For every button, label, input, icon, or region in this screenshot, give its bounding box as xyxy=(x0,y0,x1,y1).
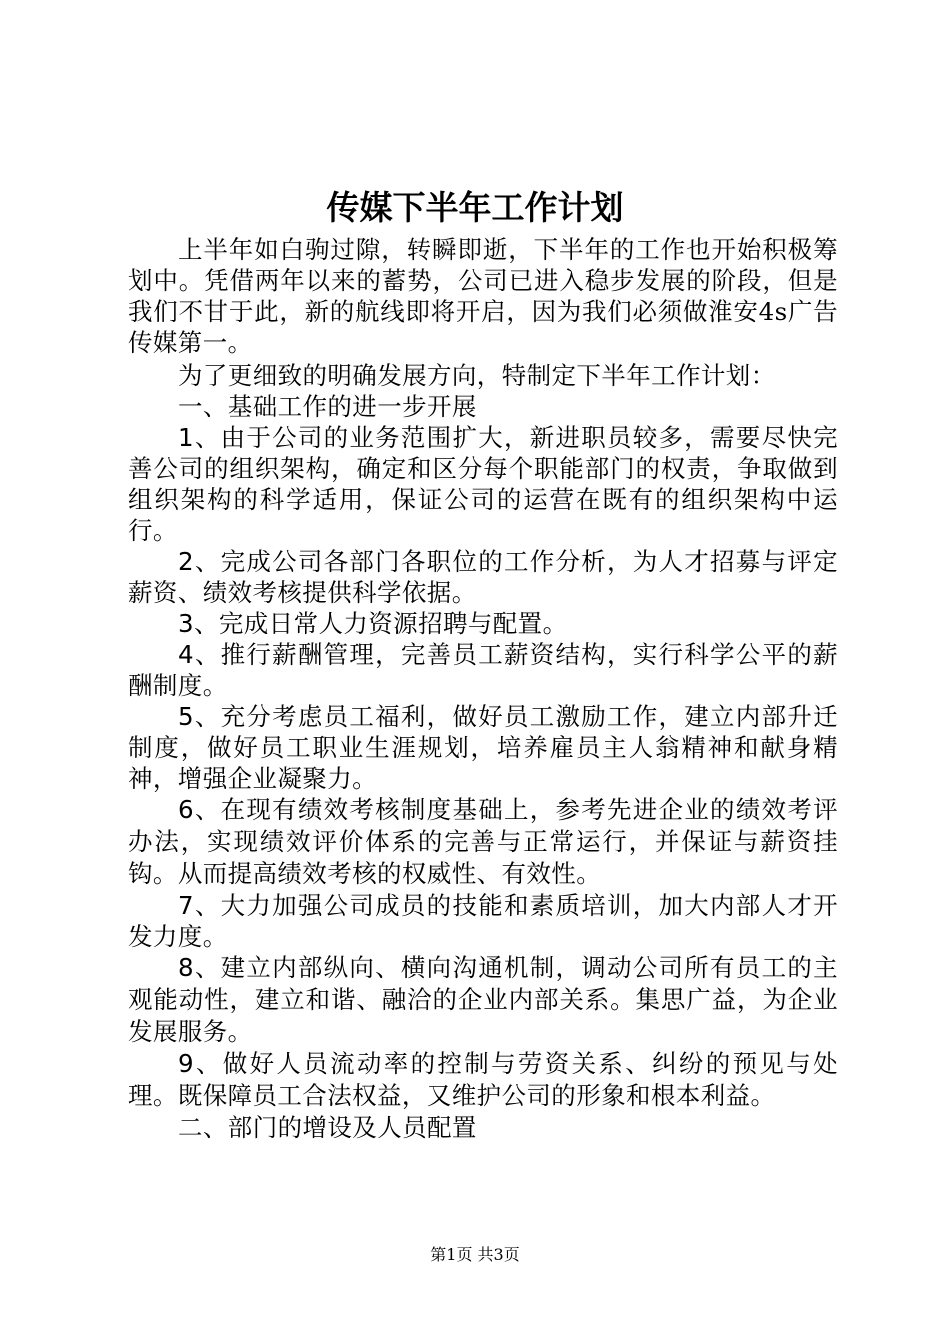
list-item-2: 2、完成公司各部门各职位的工作分析，为人才招募与评定薪资、绩效考核提供科学依据。 xyxy=(128,547,838,607)
document-body xyxy=(128,234,838,1143)
list-item-7: 7、大力加强公司成员的技能和素质培训，加大内部人才开发力度。 xyxy=(128,891,838,951)
list-item-5: 5、充分考虑员工福利，做好员工激励工作，建立内部升迁制度，做好员工职业生涯规划，培养雇员主人翁精神和献身精神，增强企业凝聚力。 xyxy=(128,702,838,793)
page-footer: 第1页 共3页 xyxy=(430,1245,520,1264)
list-item-4: 4、推行薪酬管理，完善员工薪资结构，实行科学公平的薪酬制度。 xyxy=(128,640,838,700)
list-item-8 xyxy=(128,952,838,1048)
list-item-8-main: 8、建立内部纵向、横向沟通机制，调动公司所有员工的主观能动性，建立和谐、融洽的企业内部关系。 xyxy=(128,953,838,1014)
list-item-1: 1、由于公司的业务范围扩大，新进职员较多，需要尽快完善公司的组织架构，确定和区分每个职能部门的权责，争取做到组织架构的科学适用，保证公司的运营在既有的组织架构中运行。 xyxy=(128,423,838,545)
section-heading-2: 二、部门的增设及人员配置 xyxy=(178,1113,477,1142)
list-item-8-tail: 集思广益，为企业发展服务。 xyxy=(128,985,839,1046)
list-item-6-main: 6、在现有绩效考核制度基础上，参考先进企业的绩效考评办法，实现绩效评价体系的完善与正常运行，并保证与薪资挂钩。 xyxy=(128,795,838,888)
list-item-9-tail: 既保障员工合法权益，又维护公司的形象和根本利益。 xyxy=(177,1081,776,1110)
list-item-6-tail: 从而提高绩效考核的权威性、有效性。 xyxy=(177,859,602,888)
purpose-paragraph: 为了更细致的明确发展方向，特制定下半年工作计划： xyxy=(178,361,776,390)
document-title: 传媒下半年工作计划 xyxy=(326,188,624,227)
intro-paragraph: 上半年如白驹过隙，转瞬即逝，下半年的工作也开始积极筹划中。凭借两年以来的蓄势，公司已进入稳步发展的阶段，但是我们不甘于此，新的航线即将开启，因为我们必须做淮安4s广告传媒第一。 xyxy=(128,235,838,357)
section-heading-1: 一、基础工作的进一步开展 xyxy=(178,392,477,421)
list-item-6 xyxy=(128,794,838,890)
list-item-9 xyxy=(128,1048,838,1112)
list-item-9-main: 9、做好人员流动率的控制与劳资关系、纠纷的预见与处理。 xyxy=(128,1049,838,1110)
list-item-3: 3、完成日常人力资源招聘与配置。 xyxy=(178,609,568,638)
